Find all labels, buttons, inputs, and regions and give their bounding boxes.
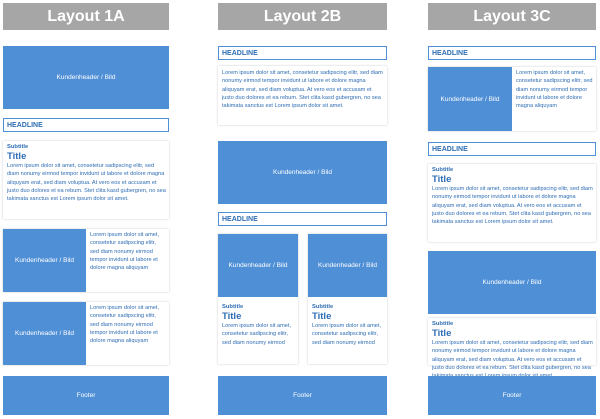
card-subtitle: Subtitle [432,167,454,173]
layout-1a-footer: Footer [3,376,169,415]
layout-3c-title: Layout 3C [428,3,596,30]
layout-3c-text-card-2 [428,318,596,371]
layout-1a-title: Layout 1A [3,3,169,30]
layout-1a-media-row-2 [3,302,169,365]
media-row-text: Lorem ipsum dolor sit amet, consetetur sadipscing elitr, sed diam nonumy eirmod tempor invidunt ut labore et dolore magna aliquyam [90,305,160,345]
layout-2b-headline: HEADLINE [218,46,387,60]
card-title: Title [432,328,452,339]
layout-2b-header-image: Kundenheader / Bild [218,141,387,204]
card-subtitle: Subtitle [222,304,244,310]
card-subtitle: Subtitle [7,144,29,150]
layout-3c-footer: Footer [428,376,596,415]
card-title: Title [432,174,452,185]
card-body: Lorem ipsum dolor sit amet, consetetur sadipscing elitr, sed diam nonumy eirmod [312,323,382,346]
card-subtitle: Subtitle [432,321,454,327]
column-image: Kundenheader / Bild [218,234,298,297]
layout-1a-media-row-1 [3,229,169,292]
layout-3c-headline-2: HEADLINE [428,142,596,156]
layout-1a-header-image: Kundenheader / Bild [3,46,169,109]
layout-3c-media-row [428,67,596,131]
card-title: Title [312,311,332,322]
layout-2b-title: Layout 2B [218,3,387,30]
layout-3c-headline: HEADLINE [428,46,596,60]
layout-1a-headline: HEADLINE [3,118,169,132]
media-row-image: Kundenheader / Bild [3,302,86,365]
layout-2b-text-card [218,66,387,125]
media-row-image: Kundenheader / Bild [3,229,86,292]
card-body: Lorem ipsum dolor sit amet, consetetur sadipscing elitr, sed diam nonumy eirmod tempor invidunt ut labore et dolore magna aliquyam erat, sed diam voluptua. At vero eos et accusam et justo duo dolores et ea rebum. Stet clita kasd gubergren, no sea takimata sanctus est Lorem ipsum dolor sit amet. [222,70,383,110]
media-row-text: Lorem ipsum dolor sit amet, consetetur sadipscing elitr, sed diam nonumy eirmod tempor invidunt ut labore et dolore magna aliquyam [90,232,160,272]
card-body: Lorem ipsum dolor sit amet, consetetur sadipscing elitr, sed diam nonumy eirmod tempor invidunt ut labore et dolore magna aliquyam erat, sed diam voluptua. At vero eos et accusam et justo duo dolores et ea rebum. Stet clita kasd gubergren, no sea takimata sanctus est Lorem ipsum dolor sit amet. [432,186,593,226]
media-row-image: Kundenheader / Bild [428,67,512,131]
layout-1a-text-card [3,141,169,219]
layout-2b-column-card-right [308,234,387,364]
layout-2b-column-card-left [218,234,298,364]
card-subtitle: Subtitle [312,304,334,310]
card-body: Lorem ipsum dolor sit amet, consetetur sadipscing elitr, sed diam nonumy eirmod [222,323,292,346]
layout-3c-header-image: Kundenheader / Bild [428,251,596,314]
card-title: Title [222,311,242,322]
layout-2b-footer: Footer [218,376,387,415]
card-body: Lorem ipsum dolor sit amet, consetetur sadipscing elitr, sed diam nonumy eirmod tempor invidunt ut labore et dolore magna aliquyam erat, sed diam voluptua. At vero eos et accusam et justo duo dolores et ea rebum. Stet clita kasd gubergren, no sea [432,340,593,371]
layout-2b-headline-2: HEADLINE [218,212,387,226]
card-title: Title [7,151,27,162]
card-body: Lorem ipsum dolor sit amet, consetetur sadipscing elitr, sed diam nonumy eirmod tempor invidunt ut labore et dolore magna aliquyam erat, sed diam voluptua. At vero eos et accusam et justo duo dolores et ea rebum. Stet clita kasd gubergren, no sea takimata sanctus est Lorem ipsum dolor sit amet. [7,163,166,203]
column-image: Kundenheader / Bild [308,234,387,297]
layout-3c-text-card [428,164,596,242]
media-row-text: Lorem ipsum dolor sit amet, consetetur sadipscing elitr, sed diam nonumy eirmod tempor invidunt ut labore et dolore magna aliquyam [516,70,593,110]
